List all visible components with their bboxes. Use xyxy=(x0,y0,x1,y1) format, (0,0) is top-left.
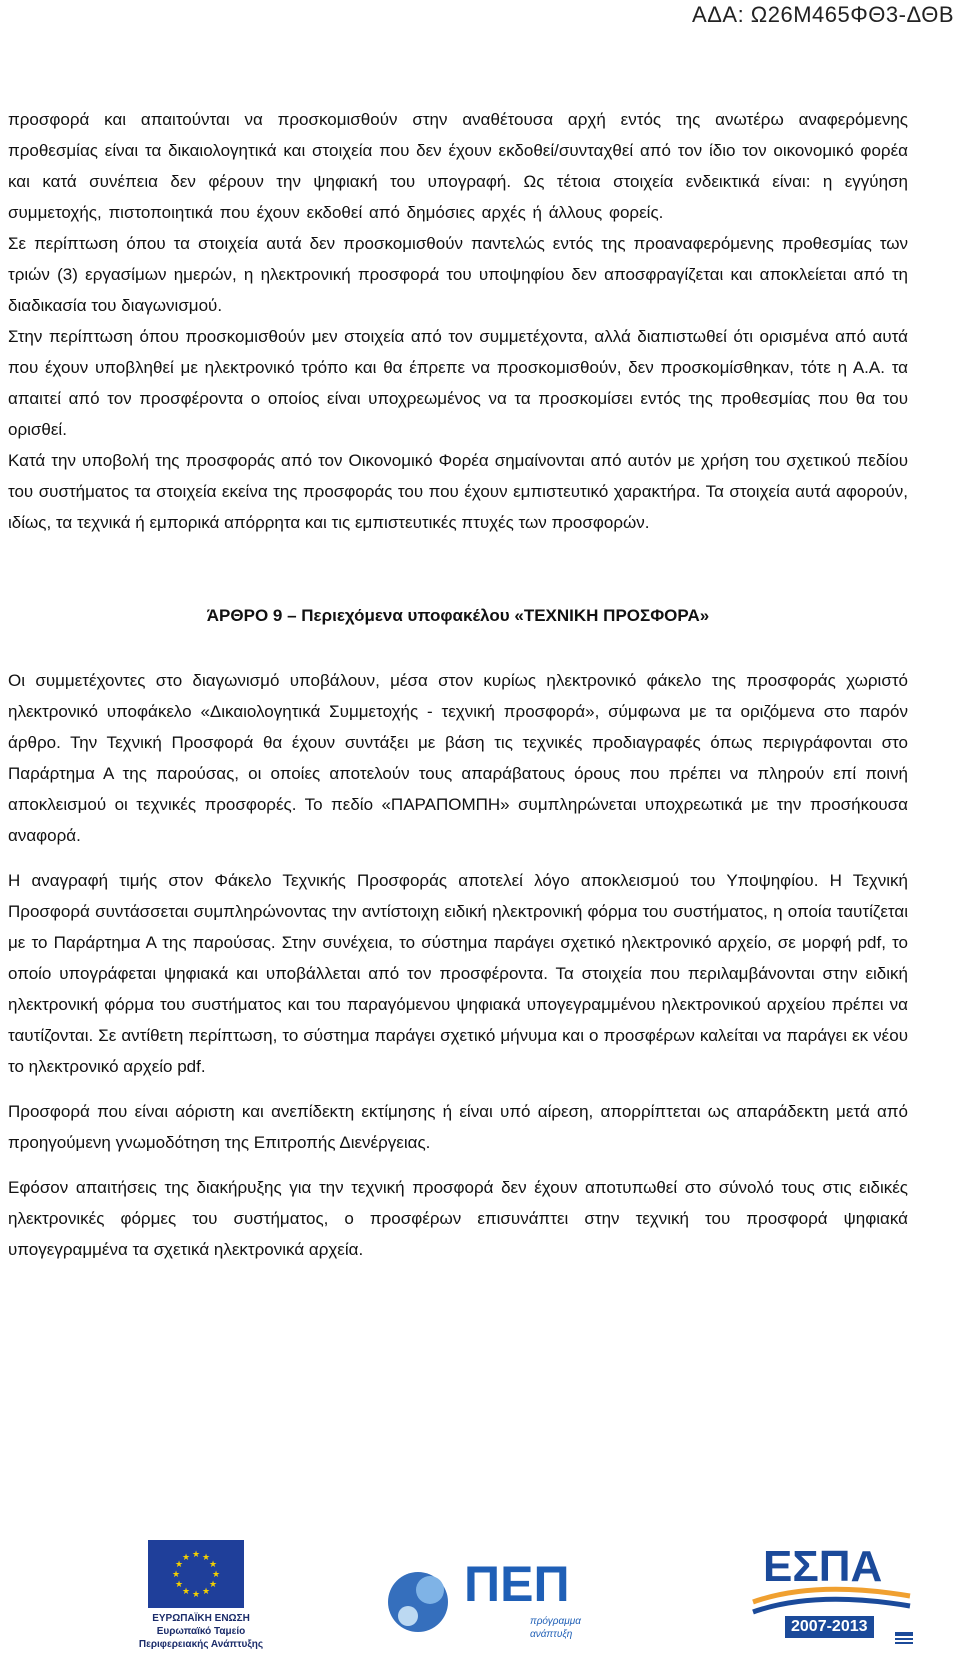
article-title: ΆΡΘΡΟ 9 – Περιεχόμενα υποφακέλου «ΤΕΧΝΙΚΗ ΠΡΟΣΦΟΡΑ» xyxy=(206,606,710,625)
paragraph: Σε περίπτωση όπου τα στοιχεία αυτά δεν προσκομισθούν παντελώς εντός της προαναφερόμενης προθεσμίας των τριών (3) εργασίμων ημερών, η ηλεκτρονική προσφορά του υποψηφίου δεν αποσφραγίζεται και αποκλείεται από τη διαδικασία του διαγωνισμού. xyxy=(8,234,908,315)
paragraph: Η αναγραφή τιμής στον Φάκελο Τεχνικής Προσφοράς αποτελεί λόγο αποκλεισμού του Υποψηφίου. Η Τεχνική Προσφορά συντάσσεται συμπληρώνοντας την αντίστοιχη ειδική ηλεκτρονική φόρμα του συστήματος, η οποία ταυτίζεται με το Παράρτημα Α της παρούσας. Στην συνέχεια, το σύστημα παράγει σχετικό ηλεκτρονικό αρχείο, σε μορφή pdf, το οποίο υπογράφεται ψηφιακά και υποβάλλεται από τον προσφέροντα. Τα στοιχεία που περιλαμβάνονται στην ειδική ηλεκτρονική φόρμα του συστήματος και του παραγόμενου ψηφιακά υπογεγραμμένου ηλεκτρονικού αρχείου πρέπει να ταυτίζονται. Σε αντίθετη περίπτωση, το σύστημα παράγει σχετικό μήνυμα και ο προσφέρων καλείται να παράγει εκ νέου το ηλεκτρονικό αρχείο pdf. xyxy=(8,871,908,1076)
eu-text-line2: Ευρωπαϊκό Ταμείο xyxy=(156,1626,246,1637)
eu-flag-icon xyxy=(148,1540,244,1608)
paragraph: προσφορά και απαιτούνται να προσκομισθούν στην αναθέτουσα αρχή εντός της ανωτέρω αναφερόμενης προθεσμίας είναι τα δικαιολογητικά και στοιχεία που δεν έχουν εκδοθεί/συνταχθεί από τον ίδιο τον οικονομικό φορέα και κατά συνέπεια δεν φέρουν την ψηφιακή του υπογραφή. Ως τέτοια στοιχεία ενδεικτικά είναι: η εγγύηση συμμετοχής, πιστοποιητικά που έχουν εκδοθεί από δημόσιες αρχές ή άλλους φορείς. xyxy=(8,110,908,222)
paragraph: Προσφορά που είναι αόριστη και ανεπίδεκτη εκτίμησης ή είναι υπό αίρεση, απορρίπτεται ως απαράδεκτη μετά από προηγούμενη γνωμοδότηση της Επιτροπής Διενέργειας. xyxy=(8,1102,908,1152)
paragraph: Οι συμμετέχοντες στο διαγωνισμό υποβάλουν, μέσα στον κυρίως ηλεκτρονικό φάκελο της προσφοράς χωριστό ηλεκτρονικό υποφάκελο «Δικαιολογητικά Συμμετοχής - τεχνική προσφορά», σύμφωνα με τα οριζόμενα στο παρόν άρθρο. Την Τεχνική Προσφορά θα έχουν συντάξει με βάση τις τεχνικές προδιαγραφές όπως περιγράφονται στο Παράρτημα Α της παρούσας, οι οποίες αποτελούν τους απαράβατους όρους που πρέπει να πληρούν επί ποινή αποκλεισμού οι τεχνικές προσφορές. Το πεδίο «ΠΑΡΑΠΟΜΠΗ» συμπληρώνεται υποχρεωτικά με την προσήκουσα αναφορά. xyxy=(8,671,908,845)
pep-name: ΠΕΠ xyxy=(464,1556,570,1612)
paragraph: Εφόσον απαιτήσεις της διακήρυξης για την τεχνική προσφορά δεν έχουν αποτυπωθεί στο σύνολό τους στις ειδικές ηλεκτρονικές φόρμες του συστήματος, ο προσφέρων επισυνάπτει στην τεχνική του προσφορά ψηφιακά υπογεγραμμένα τα σχετικά ηλεκτρονικά αρχεία. xyxy=(8,1178,908,1259)
footer-logos xyxy=(0,1540,960,1670)
paragraph: Κατά την υποβολή της προσφοράς από τον Οικονομικό Φορέα σημαίνονται από αυτόν με χρήση του σχετικού πεδίου του συστήματος τα στοιχεία εκείνα της προσφοράς του που έχουν εμπιστευτικό χαρακτήρα. Τα στοιχεία αυτά αφορούν, ιδίως, τα τεχνικά ή εμπορικά απόρρητα και τις εμπιστευτικές πτυχές των προσφορών. xyxy=(8,451,908,532)
svg-text:★: ★ xyxy=(191,1550,201,1560)
svg-text:★: ★ xyxy=(171,1570,181,1580)
svg-text:★: ★ xyxy=(191,1590,201,1600)
pep-sub2: ανάπτυξη xyxy=(530,1629,573,1640)
eu-text-line1: ΕΥΡΩΠΑΪΚΗ ΕΝΩΣΗ xyxy=(152,1613,250,1624)
svg-text:★: ★ xyxy=(201,1553,211,1563)
pep-sub1: πρόγραμμα xyxy=(530,1616,581,1627)
eu-logo xyxy=(136,1540,266,1651)
espa-years: 2007-2013 xyxy=(785,1616,874,1638)
svg-text:★: ★ xyxy=(174,1560,184,1570)
svg-text:★: ★ xyxy=(211,1570,221,1580)
espa-name: ΕΣΠΑ xyxy=(763,1542,883,1591)
svg-text:★: ★ xyxy=(208,1560,218,1570)
ada-code: ΑΔΑ: Ω26Μ465ΦΘ3-ΔΘΒ xyxy=(692,2,954,27)
paragraph: Στην περίπτωση όπου προσκομισθούν μεν στοιχεία από τον συμμετέχοντα, αλλά διαπιστωθεί ότι ορισμένα από αυτά που έχουν υποβληθεί με ηλεκτρονικό τρόπο και θα έπρεπε να προσκομισθούν, δεν προσκομίσθηκαν, τότε η Α.Α. τα απαιτεί από τον προσφέροντα ο οποίος είναι υποχρεωμένος να τα προσκομίσει εντός της προθεσμίας που θα του ορισθεί. xyxy=(8,327,908,439)
svg-text:★: ★ xyxy=(181,1587,191,1597)
svg-text:★: ★ xyxy=(201,1587,211,1597)
espa-logo xyxy=(745,1540,920,1660)
eu-text-line3: Περιφερειακής Ανάπτυξης xyxy=(138,1639,264,1650)
svg-text:★: ★ xyxy=(181,1553,191,1563)
document-body xyxy=(8,104,908,1265)
svg-text:★: ★ xyxy=(174,1580,184,1590)
pep-logo xyxy=(380,1550,610,1660)
svg-text:★: ★ xyxy=(208,1580,218,1590)
